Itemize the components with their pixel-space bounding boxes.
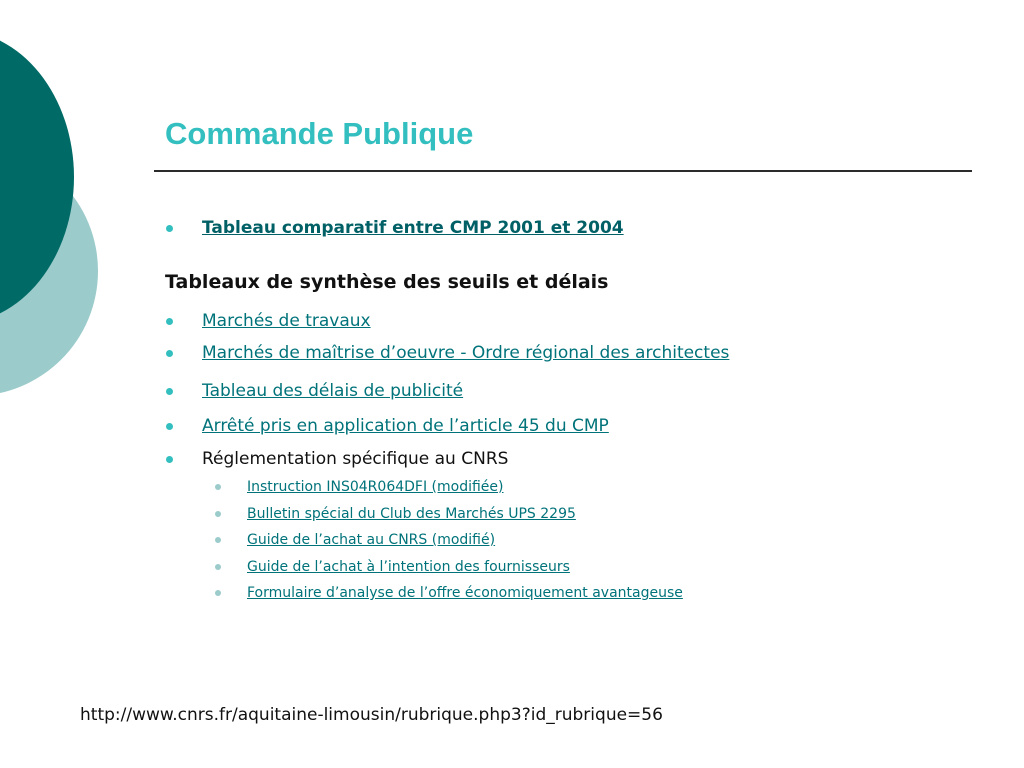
bullet-icon	[166, 456, 173, 463]
title-divider	[154, 170, 972, 172]
bullet-icon	[166, 225, 173, 232]
works-contracts-link[interactable]: Marchés de travaux	[202, 311, 371, 331]
offer-analysis-form-link[interactable]: Formulaire d’analyse de l’offre économiquement avantageuse	[247, 585, 683, 601]
bullet-icon	[166, 423, 173, 430]
list-item-comparison	[166, 218, 624, 238]
bullet-icon	[166, 318, 173, 325]
sub-bullet-icon	[215, 590, 221, 596]
sub-list-item	[215, 506, 576, 522]
sub-bullet-icon	[215, 564, 221, 570]
bulletin-link[interactable]: Bulletin spécial du Club des Marchés UPS 2295	[247, 506, 576, 522]
purchase-guide-link[interactable]: Guide de l’achat au CNRS (modifié)	[247, 532, 496, 548]
list-item	[166, 416, 609, 436]
list-item	[166, 381, 463, 401]
publicity-delays-link[interactable]: Tableau des délais de publicité	[202, 381, 464, 401]
sub-list-item	[215, 479, 504, 495]
supplier-guide-link[interactable]: Guide de l’achat à l’intention des fournisseurs	[247, 559, 570, 575]
instruction-link[interactable]: Instruction INS04R064DFI (modifiée)	[247, 479, 504, 495]
bullet-icon	[166, 350, 173, 357]
architects-contracts-link[interactable]: Marchés de maîtrise d’oeuvre - Ordre régional des architectes	[202, 343, 730, 363]
sub-list-item	[215, 559, 570, 575]
list-item	[166, 449, 508, 469]
source-url: http://www.cnrs.fr/aquitaine-limousin/rubrique.php3?id_rubrique=56	[80, 705, 663, 725]
sub-bullet-icon	[215, 537, 221, 543]
comparison-table-link[interactable]: Tableau comparatif entre CMP 2001 et 2004	[202, 218, 624, 238]
page-title: Commande Publique	[165, 116, 474, 151]
bullet-icon	[166, 388, 173, 395]
sub-bullet-icon	[215, 511, 221, 517]
cnrs-regulation-label: Réglementation spécifique au CNRS	[202, 449, 509, 469]
sub-list-item	[215, 532, 495, 548]
sub-bullet-icon	[215, 484, 221, 490]
article-45-link[interactable]: Arrêté pris en application de l’article 45 du CMP	[202, 416, 609, 436]
list-item	[166, 343, 729, 363]
section-heading: Tableaux de synthèse des seuils et délais	[165, 271, 609, 293]
sub-list-item	[215, 585, 683, 601]
list-item	[166, 311, 371, 331]
